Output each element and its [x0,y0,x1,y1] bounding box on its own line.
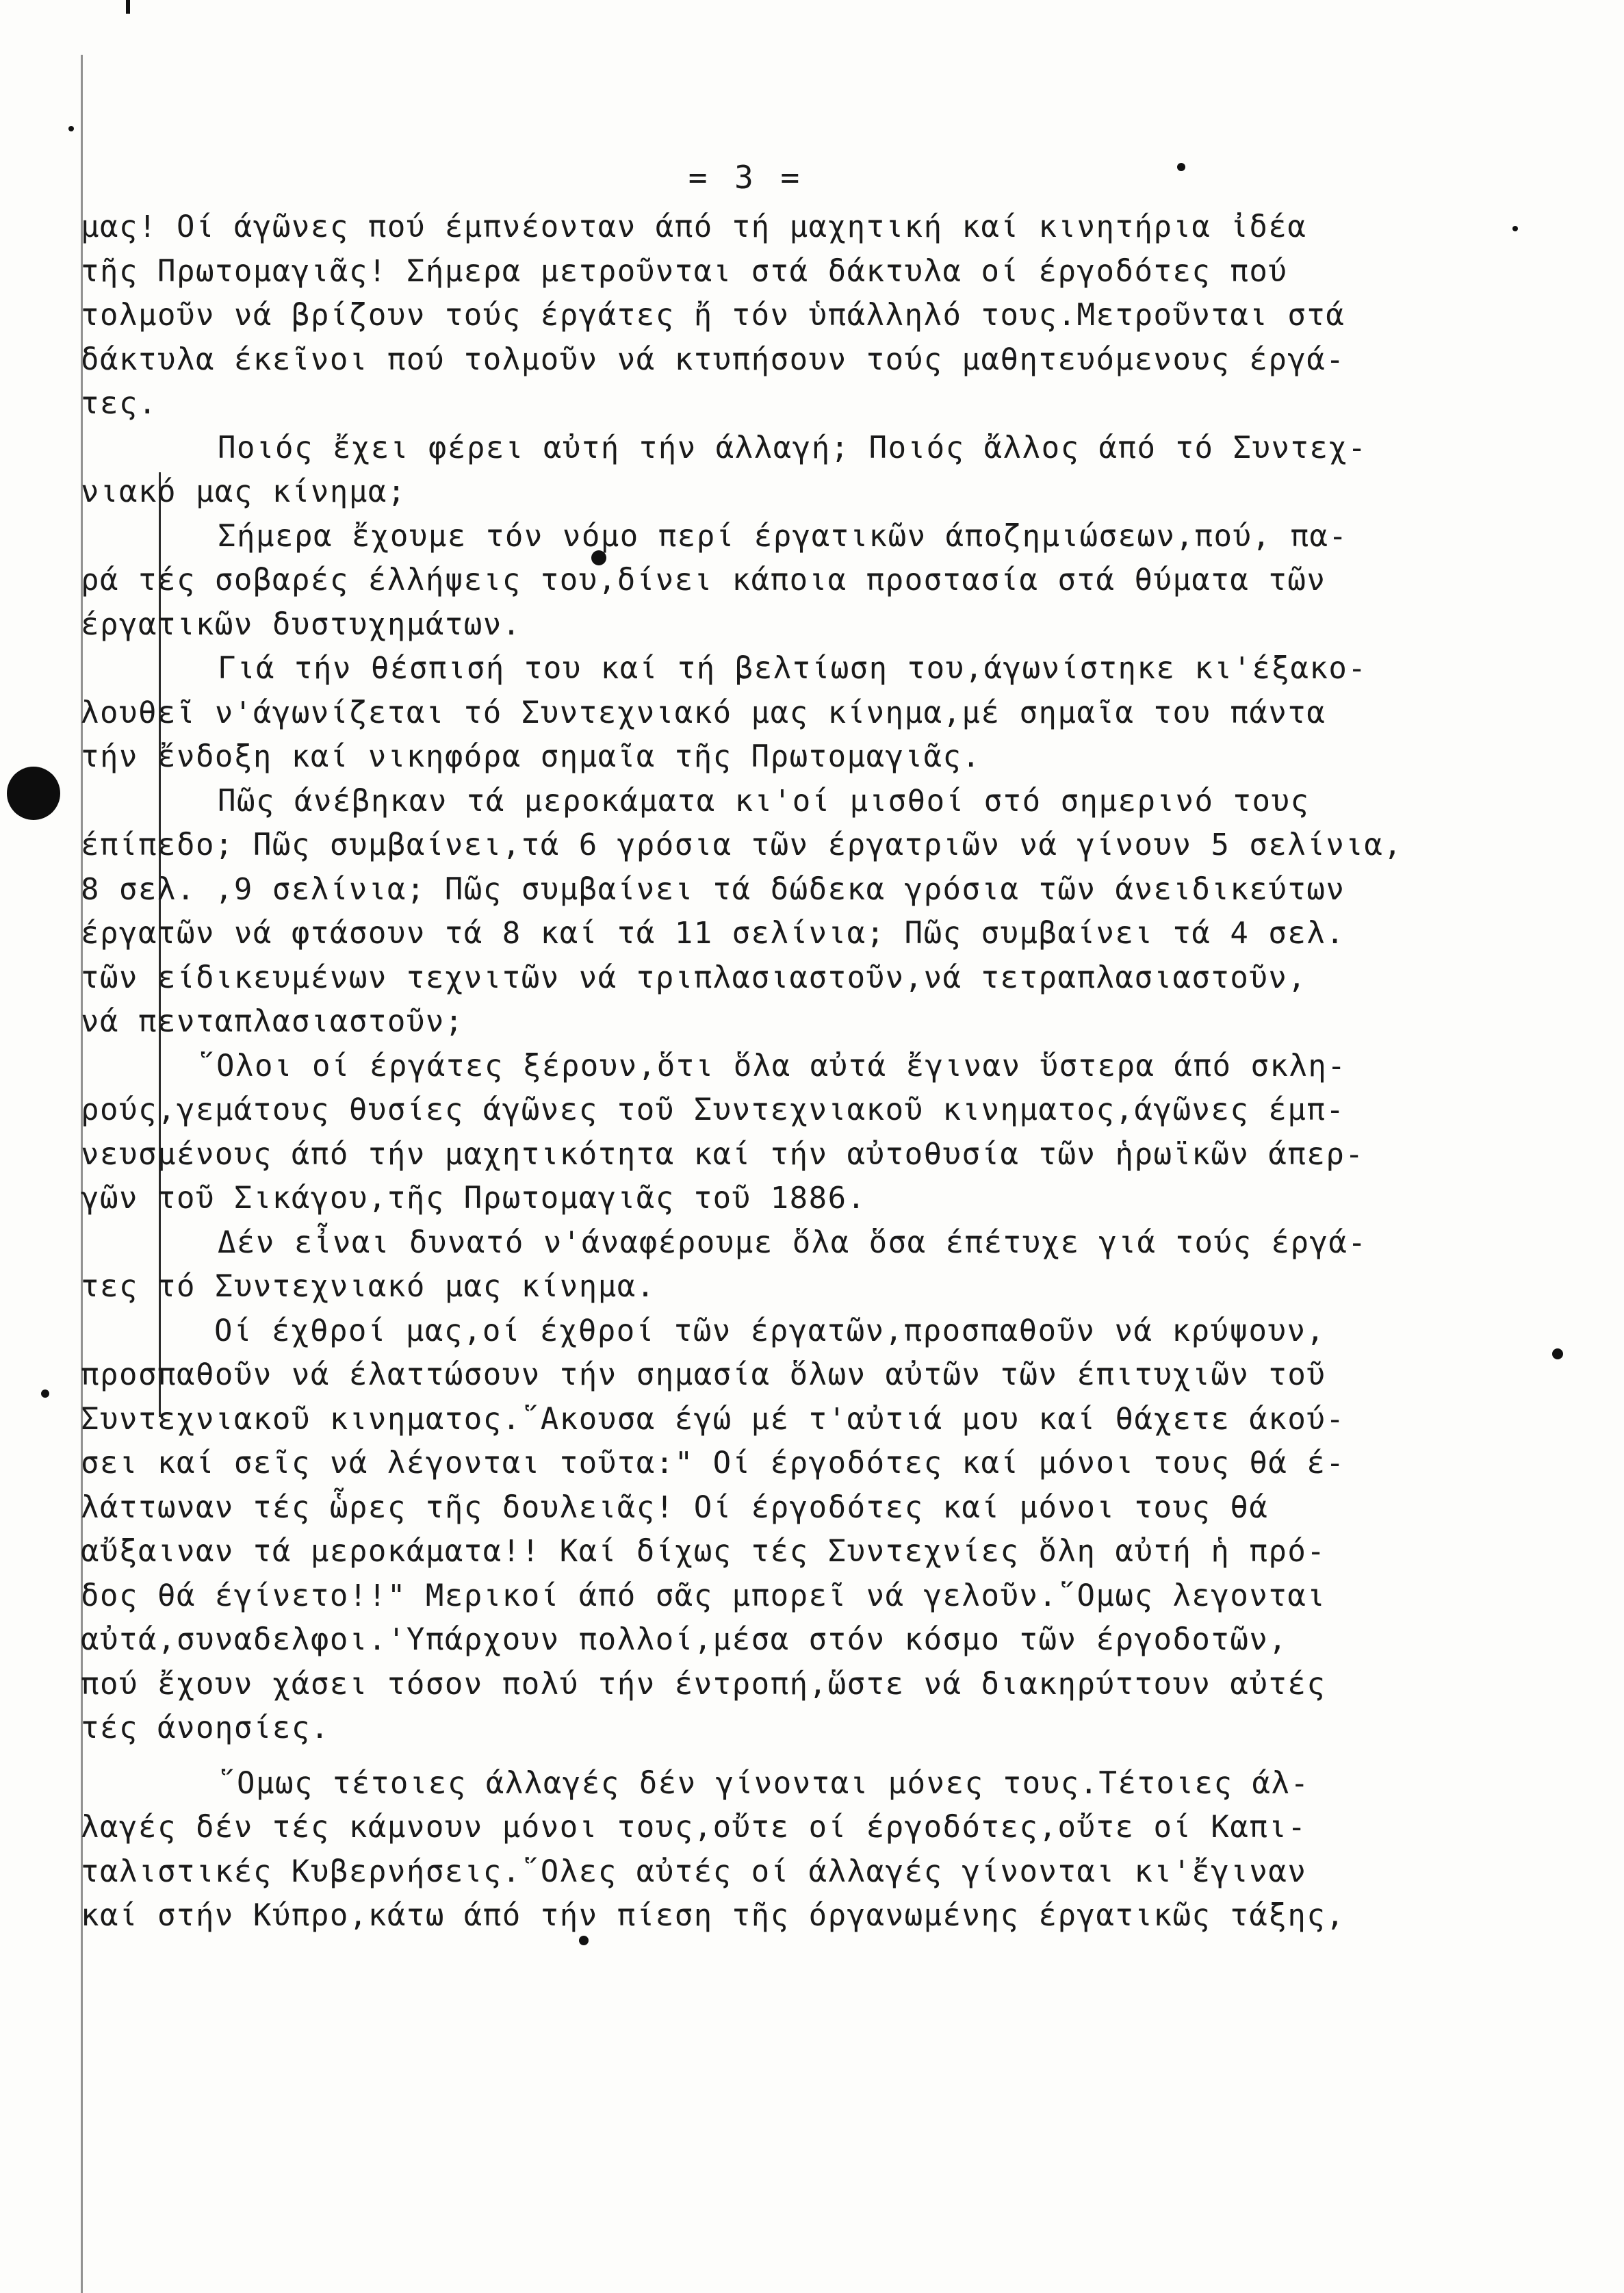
text-line: τές άνοησίες. [81,1711,330,1745]
page-number: = 3 = [688,159,804,196]
text-line: τολμοῦν νά βρίζουν τούς έργάτες ἤ τόν ὑπάλληλό τους.Μετροῦνται στά [81,298,1345,333]
text-line: έργατῶν νά φτάσουν τά 8 καί τά 11 σελίνια; Πῶς συμβαίνει τά 4 σελ. [81,916,1345,951]
body-text [81,205,1532,1938]
text-line: καί στήν Κύπρο,κάτω άπό τήν πίεση τῆς όργανωμένης έργατικῶς τάξης, [81,1898,1345,1933]
text-line: γῶν τοῦ Σικάγου,τῆς Πρωτομαγιᾶς τοῦ 1886. [81,1181,866,1216]
text-line: 8 σελ. ,9 σελίνια; Πῶς συμβαίνει τά δώδεκα γρόσια τῶν άνειδικεύτων [81,871,1345,907]
text-line: τες. [81,386,157,421]
text-line: Πῶς άνέβηκαν τά μεροκάματα κι'οί μισθοί στό σημερινό τους [218,783,1310,819]
text-line: τῆς Πρωτομαγιᾶς! Σήμερα μετροῦνται στά δάκτυλα οί έργοδότες πού [81,253,1288,289]
hole-punch-mark [7,767,60,820]
text-line: αὔξαιναν τά μεροκάματα!! Καί δίχως τές Συντεχνίες ὅλη αὐτή ἡ πρό- [81,1534,1326,1569]
text-line: πού ἔχουν χάσει τόσον πολύ τήν έντροπή,ὥστε νά διακηρύττουν αὐτές [81,1666,1326,1702]
text-line: ρούς,γεμάτους θυσίες άγῶνες τοῦ Συντεχνιακοῦ κινηματος,άγῶνες έμπ- [81,1092,1345,1127]
text-line: νευσμένους άπό τήν μαχητικότητα καί τήν αὐτοθυσία τῶν ἡρωϊκῶν άπερ- [81,1136,1365,1172]
ink-dot [41,1389,49,1398]
text-line: έπίπεδο; Πῶς συμβαίνει,τά 6 γρόσια τῶν έργατριῶν νά γίνουν 5 σελίνια, [81,828,1403,862]
text-line: δάκτυλα έκεῖνοι πού τολμοῦν νά κτυπήσουν τούς μαθητευόμενους έργά- [81,342,1345,377]
text-line: ρά τές σοβαρές έλλήψεις του,δίνει κάποια προστασία στά θύματα τῶν [81,563,1326,598]
text-line: ταλιστικές Κυβερνήσεις.῞Ολες αὐτές οί άλλαγές γίνονται κι'ἔγιναν [81,1854,1307,1889]
text-line: αὐτά,συναδελφοι.'Υπάρχουν πολλοί,μέσα στόν κόσμο τῶν έργοδοτῶν, [81,1622,1288,1657]
scan-mark [126,0,130,14]
text-line: Γιά τήν θέσπισή του καί τή βελτίωση του,άγωνίστηκε κι'έξακο- [218,651,1367,686]
text-line: Συντεχνιακοῦ κινηματος.῞Ακουσα έγώ μέ τ'αὐτιά μου καί θάχετε άκού- [81,1401,1345,1437]
text-line: νιακό μας κίνημα; [81,474,407,509]
ink-dot [1552,1348,1563,1359]
text-line: τῶν είδικευμένων τεχνιτῶν νά τριπλασιαστοῦν,νά τετραπλασιαστοῦν, [81,960,1307,995]
text-line: λαγές δέν τές κάμνουν μόνοι τους,οὔτε οί έργοδότες,οὔτε οί Καπι- [81,1810,1307,1845]
text-line: έργατικῶν δυστυχημάτων. [81,606,521,642]
text-line: τήν ἔνδοξη καί νικηφόρα σημαῖα τῆς Πρωτομαγιᾶς. [81,739,981,774]
text-line: Ποιός ἔχει φέρει αὐτή τήν άλλαγή; Ποιός ἄλλος άπό τό Συντεχ- [218,430,1367,465]
text-line: σει καί σεῖς νά λέγονται τοῦτα:" Οί έργοδότες καί μόνοι τους θά έ- [81,1446,1345,1481]
text-line: λάττωναν τές ὧρες τῆς δουλειᾶς! Οί έργοδότες καί μόνοι τους θά [81,1489,1269,1525]
text-line: ῞Ολοι οί έργάτες ξέρουν,ὅτι ὅλα αὐτά ἔγιναν ὕστερα άπό σκλη- [197,1048,1347,1084]
text-line: προσπαθοῦν νά έλαττώσουν τήν σημασία ὅλων αὐτῶν τῶν έπιτυχιῶν τοῦ [81,1357,1326,1392]
ink-dot [68,126,74,131]
text-line: Σήμερα ἔχουμε τόν νόμο περί έργατικῶν άποζημιώσεων,πού, πα- [218,518,1348,554]
ink-dot [1177,163,1185,171]
text-line: ῞Ομως τέτοιες άλλαγές δέν γίνονται μόνες τους.Τέτοιες άλ- [218,1765,1310,1801]
text-line: Δέν εἶναι δυνατό ν'άναφέρουμε ὅλα ὅσα έπέτυχε γιά τούς έργά- [218,1225,1367,1260]
text-line: νά πενταπλασιαστοῦν; [81,1004,464,1039]
text-line: δος θά έγίνετο!!" Μερικοί άπό σᾶς μπορεῖ νά γελοῦν.῞Ομως λεγονται [81,1578,1326,1613]
text-line: λουθεῖ ν'άγωνίζεται τό Συντεχνιακό μας κίνημα,μέ σημαῖα του πάντα [81,695,1326,730]
text-line: τες τό Συντεχνιακό μας κίνημα. [81,1269,656,1304]
text-line: Οί έχθροί μας,οί έχθροί τῶν έργατῶν,προσπαθοῦν νά κρύψουν, [214,1313,1326,1348]
text-line: μας! Οί άγῶνες πού έμπνέονταν άπό τή μαχητική καί κινητήρια ἰδέα [81,209,1307,244]
